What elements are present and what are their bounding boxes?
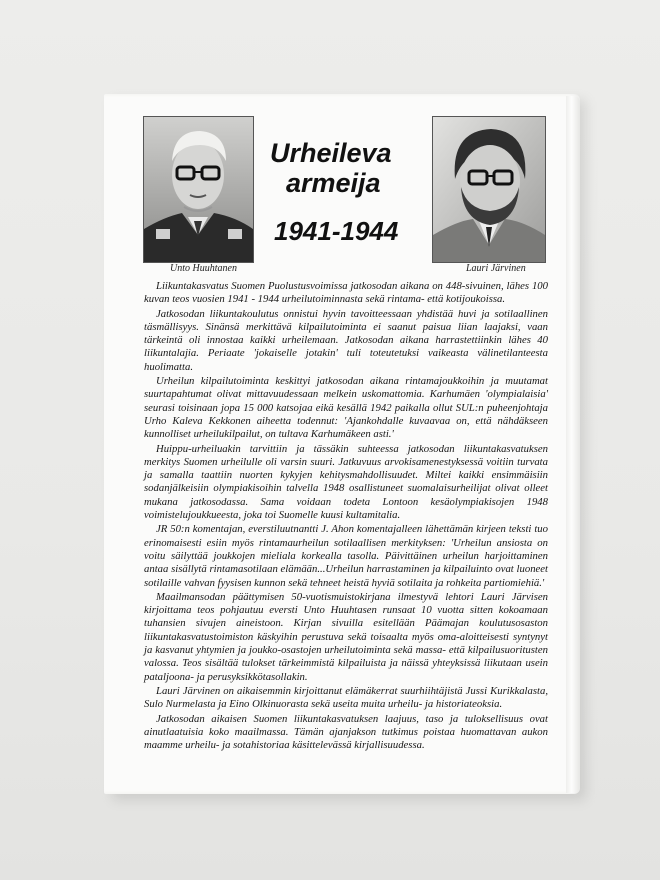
- blurb-paragraph: Maailmansodan päättymisen 50-vuotismuistokirjana ilmestyvä lehtori Lauri Järvisen kirjoittama teos pohjautuu eversti Unto Huuhtasen runsaat 10 vuotta sitten kokoamaan tuhansien sivujen aineistoon. Kirjan sivuilla esitellään Päämajan koulutusosaston liikuntakasvatustoimiston käskyihin perustuva sekä toisaalta myös oma-aloitteisesti syntynyt ja kasvanut yhtymien ja joukko-osastojen urheilutoiminta sekä massa- että kilpailusuoritusten valossa. Teos sisältää tulokset tärkeimmistä kilpailuista ja näissä yhteyksissä liikutaan usein pataljoona- ja perusyksikkötasollakin.: [144, 590, 548, 683]
- portrait-lauri-jarvinen: [432, 116, 546, 263]
- left-photo-caption: Unto Huuhtanen: [170, 263, 237, 274]
- book-years: 1941-1944: [274, 216, 399, 246]
- book-spine: [566, 96, 580, 793]
- portrait-unto-huuhtanen: [143, 116, 254, 263]
- blurb-paragraph: Huippu-urheiluakin tarvittiin ja tässäkin suhteessa jatkosodan liikuntakasvatuksen merkitys Suomen urheilulle oli varsin suuri. Jatkuvuus arvokisamenestyksessä voitiin turvata ja samalla taattiin nuorten kykyjen kehitysmahdollisuudet. Miltei kaikki ensimmäisiin sodanjälkeisiin olympiakisoihin talvella 1948 osallistuneet suomalaisurheilijat olivat olleet mukana jatkosodassa. Sama voidaan todeta Lontoon kesäolympiakisojen 1948 voimistelujoukkueesta, joka toi Suomelle kuusi kultamitalia.: [144, 442, 548, 522]
- book-title: [258, 138, 428, 198]
- blurb-paragraph: Jatkosodan aikaisen Suomen liikuntakasvatuksen laajuus, taso ja tuloksellisuus ovat ainutlaatuisia koko maailmassa. Tämän ajanjakson tutkimus poistaa huomattavan aukon maamme urheilu- ja sotahistoriaa käsittelevässä kirjallisuudessa.: [144, 712, 548, 752]
- right-photo-caption: Lauri Järvinen: [466, 263, 526, 274]
- title-line-1: Urheileva: [270, 138, 392, 168]
- blurb-paragraph: Jatkosodan liikuntakoulutus onnistui hyvin tavoitteessaan yhdistää huvi ja sotilaallinen täsmällisyys. Sinänsä merkittävä kilpailutoiminta ei saanut paisua liian laajaksi, vaan tärkeintä oli innostaa kaikki urheilemaan. Jatkosodan aikana harrastettiinkin lähes 40 liikuntalajia. Periaate 'jokaiselle jotakin' tuli toteutetuksi vaikeasta välinetilanteesta huolimatta.: [144, 307, 548, 373]
- blurb-text: [144, 280, 548, 753]
- blurb-paragraph: Urheilun kilpailutoiminta keskittyi jatkosodan aikana rintamajoukkoihin ja muutamat suurtapahtumat olivat mittavuudessaan melkein uskomattomia. Karhumäen 'olympialaisia' seurasi toisinaan jopa 15 000 katsojaa eikä kesällä 1942 paikalla ollut SUL:n puheenjohtaja Urho Kaleva Kekkonen aiheetta todennut: 'Ajankohdalle kuvaavaa on, että nähdäkseen kunnolliset urheilukilpailut, on tultava Karhumäkeen asti.': [144, 375, 548, 441]
- blurb-paragraph: Lauri Järvinen on aikaisemmin kirjoittanut elämäkerrat suurhiihtäjistä Jussi Kurikkalasta, Sulo Nurmelasta ja Eino Olkinuorasta sekä useita muita urheilu- ja historiateoksia.: [144, 684, 548, 711]
- title-line-2: armeija: [286, 168, 381, 198]
- blurb-paragraph: Liikuntakasvatus Suomen Puolustusvoimissa jatkosodan aikana on 448-sivuinen, lähes 100 kuvan teos vuosien 1941 - 1944 urheilutoiminnasta sekä rintama- että kotijoukoissa.: [144, 280, 548, 306]
- blurb-paragraph: JR 50:n komentajan, everstiluutnantti J. Ahon komentajalleen lähettämän kirjeen teksti tuo erinomaisesti esiin myös rintamaurheilun sotilaallisen merkityksen: 'Urheilun ansiosta on voitu säilyttää joukkojen mieliala korkealla tasolla. Päivittäinen urheilun harjoittaminen antaa sisällytä rintamasotilaan elämään...Urheilun harrastaminen ja kilpailuinto ovat luoneet sotilaille vahvan fyysisen kunnon sekä tehneet heistä hyviä sotilaita ja rohkeita partiomiehiä.': [144, 523, 548, 589]
